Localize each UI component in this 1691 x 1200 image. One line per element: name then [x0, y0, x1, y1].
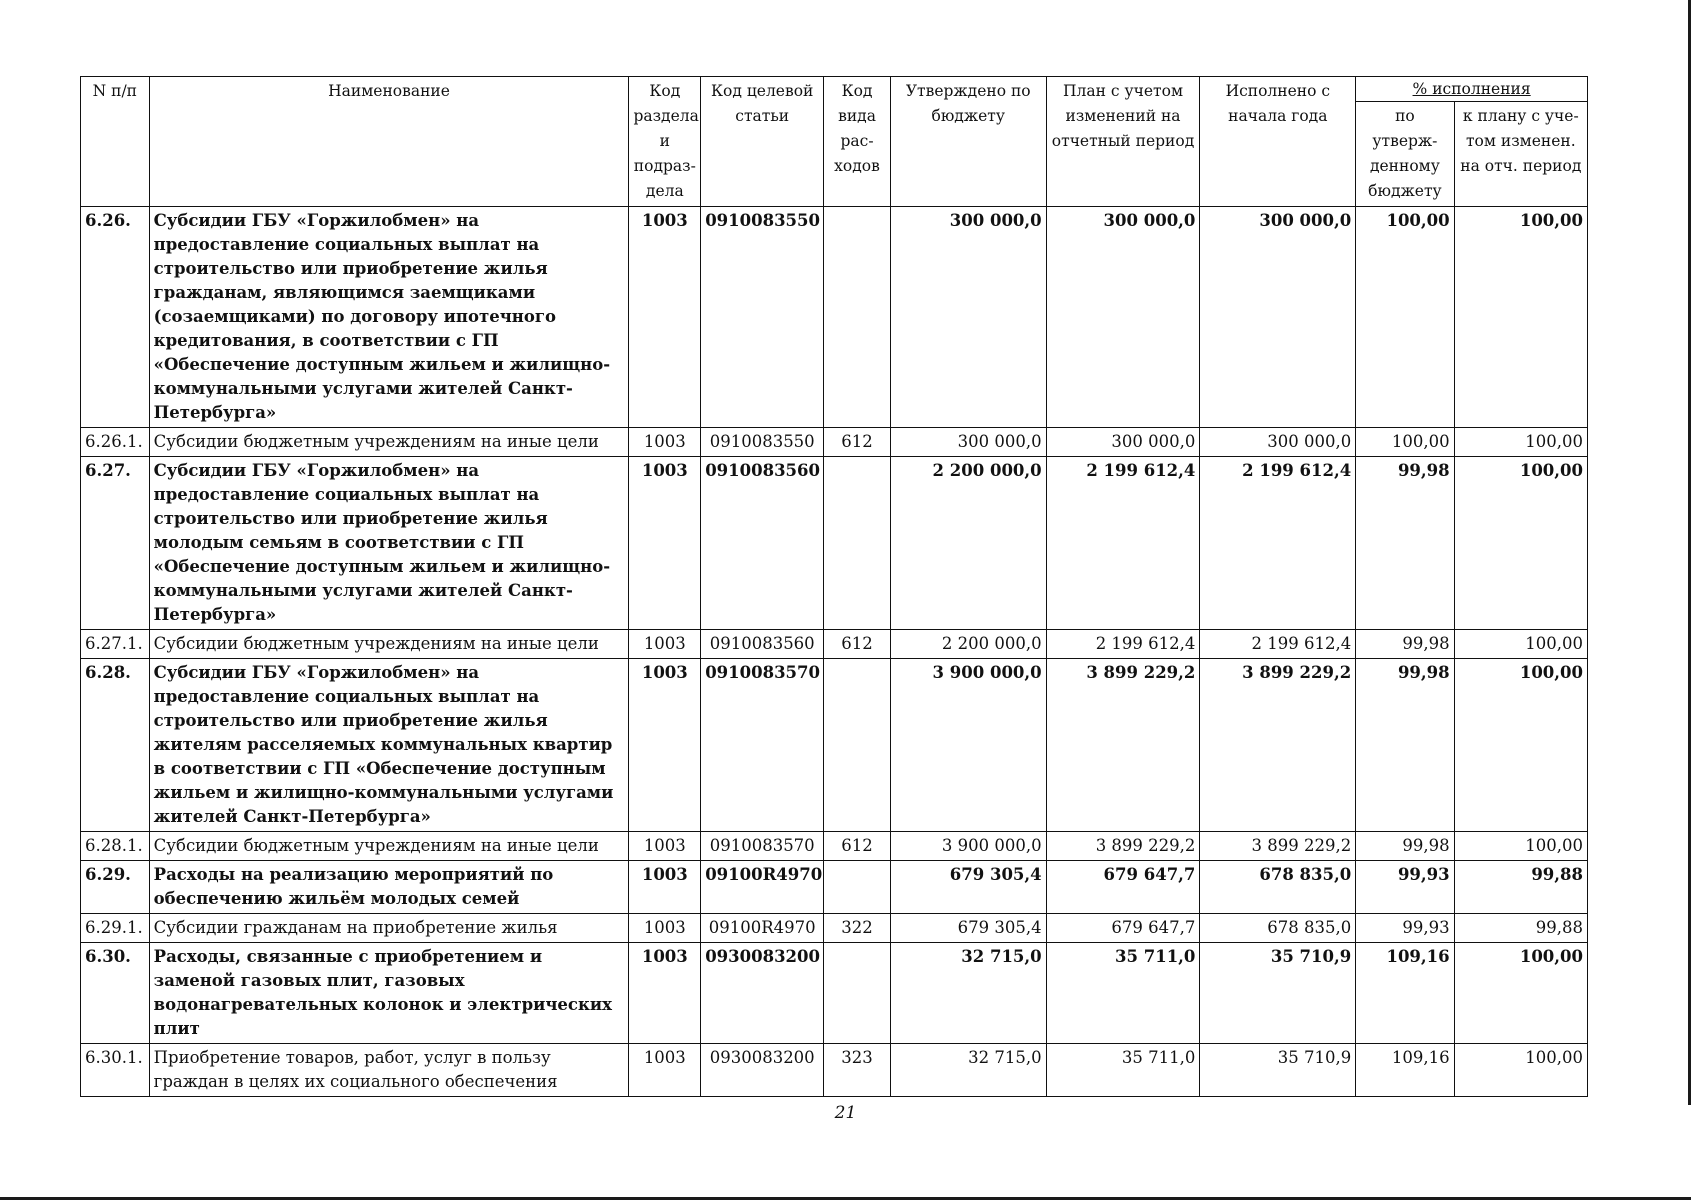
row-plan: 300 000,0 — [1046, 207, 1200, 428]
table-row — [81, 428, 1588, 457]
row-id: 6.27. — [81, 457, 150, 630]
row-name: Расходы на реализацию мероприятий по обеспечению жильём молодых семей — [149, 861, 629, 914]
row-approved: 2 200 000,0 — [890, 457, 1046, 630]
row-executed: 678 835,0 — [1200, 861, 1356, 914]
header-target-code: Код целевой статьи — [701, 77, 824, 207]
header-percent-group: % исполнения — [1356, 77, 1588, 102]
table-row — [81, 630, 1588, 659]
header-name: Наименование — [149, 77, 629, 207]
header-num: N п/п — [81, 77, 150, 207]
table-row — [81, 207, 1588, 428]
row-expense-code — [824, 943, 891, 1044]
row-name: Субсидии бюджетным учреждениям на иные цели — [149, 832, 629, 861]
row-target-code: 0930083200 — [701, 1044, 824, 1097]
row-percent-budget: 99,98 — [1356, 630, 1454, 659]
row-approved: 300 000,0 — [890, 207, 1046, 428]
row-percent-plan: 100,00 — [1454, 428, 1587, 457]
row-approved: 3 900 000,0 — [890, 832, 1046, 861]
row-executed: 3 899 229,2 — [1200, 659, 1356, 832]
row-target-code: 0910083570 — [701, 659, 824, 832]
header-approved: Утверждено по бюджету — [890, 77, 1046, 207]
row-name: Субсидии ГБУ «Горжилобмен» на предоставление социальных выплат на строительство или приобретение жилья жителям расселяемых коммунальных квартир в соответствии с ГП «Обеспечение доступным жильем и жилищно-коммунальными услугами жителей Санкт-Петербурга» — [149, 659, 629, 832]
header-executed: Исполнено с начала года — [1200, 77, 1356, 207]
row-executed: 678 835,0 — [1200, 914, 1356, 943]
row-percent-budget: 100,00 — [1356, 428, 1454, 457]
row-percent-budget: 100,00 — [1356, 207, 1454, 428]
row-target-code: 09100R4970 — [701, 914, 824, 943]
row-section-code: 1003 — [629, 1044, 701, 1097]
row-expense-code: 612 — [824, 832, 891, 861]
header-section-code: Код раздела и подраз-дела — [629, 77, 701, 207]
table-body — [81, 207, 1588, 1097]
row-executed: 35 710,9 — [1200, 943, 1356, 1044]
row-name: Субсидии гражданам на приобретение жилья — [149, 914, 629, 943]
row-percent-plan: 99,88 — [1454, 861, 1587, 914]
header-percent-plan: к плану с уче-том изменен. на отч. период — [1454, 102, 1587, 207]
row-target-code: 0910083550 — [701, 207, 824, 428]
row-id: 6.26.1. — [81, 428, 150, 457]
row-expense-code — [824, 457, 891, 630]
table-row — [81, 861, 1588, 914]
row-name: Субсидии ГБУ «Горжилобмен» на предоставление социальных выплат на строительство или приобретение жилья гражданам, являющимся заемщиками (созаемщиками) по договору ипотечного кредитования, в соответствии с ГП «Обеспечение доступным жильем и жилищно-коммунальными услугами жителей Санкт-Петербурга» — [149, 207, 629, 428]
row-executed: 300 000,0 — [1200, 207, 1356, 428]
row-plan: 35 711,0 — [1046, 943, 1200, 1044]
row-id: 6.26. — [81, 207, 150, 428]
row-target-code: 0910083560 — [701, 457, 824, 630]
row-percent-plan: 99,88 — [1454, 914, 1587, 943]
table-row — [81, 457, 1588, 630]
row-approved: 679 305,4 — [890, 914, 1046, 943]
header-percent-budget: по утверж-денному бюджету — [1356, 102, 1454, 207]
row-plan: 2 199 612,4 — [1046, 630, 1200, 659]
row-target-code: 0910083570 — [701, 832, 824, 861]
row-target-code: 0930083200 — [701, 943, 824, 1044]
row-percent-plan: 100,00 — [1454, 832, 1587, 861]
row-executed: 300 000,0 — [1200, 428, 1356, 457]
header-plan: План с учетом изменений на отчетный период — [1046, 77, 1200, 207]
table-row — [81, 943, 1588, 1044]
row-plan: 3 899 229,2 — [1046, 832, 1200, 861]
row-id: 6.30.1. — [81, 1044, 150, 1097]
table-row — [81, 914, 1588, 943]
row-expense-code — [824, 207, 891, 428]
row-percent-budget: 109,16 — [1356, 943, 1454, 1044]
row-percent-plan: 100,00 — [1454, 943, 1587, 1044]
row-plan: 679 647,7 — [1046, 914, 1200, 943]
row-approved: 3 900 000,0 — [890, 659, 1046, 832]
header-expense-code: Код вида рас-ходов — [824, 77, 891, 207]
row-expense-code: 612 — [824, 428, 891, 457]
row-percent-budget: 99,98 — [1356, 832, 1454, 861]
row-plan: 3 899 229,2 — [1046, 659, 1200, 832]
row-name: Расходы, связанные с приобретением и заменой газовых плит, газовых водонагревательных колонок и электрических плит — [149, 943, 629, 1044]
row-expense-code — [824, 861, 891, 914]
row-plan: 35 711,0 — [1046, 1044, 1200, 1097]
row-id: 6.30. — [81, 943, 150, 1044]
row-section-code: 1003 — [629, 861, 701, 914]
row-section-code: 1003 — [629, 914, 701, 943]
table-row — [81, 1044, 1588, 1097]
row-executed: 3 899 229,2 — [1200, 832, 1356, 861]
table-row — [81, 832, 1588, 861]
row-id: 6.28. — [81, 659, 150, 832]
row-section-code: 1003 — [629, 659, 701, 832]
row-percent-plan: 100,00 — [1454, 659, 1587, 832]
row-id: 6.29. — [81, 861, 150, 914]
row-target-code: 0910083560 — [701, 630, 824, 659]
row-percent-budget: 99,98 — [1356, 659, 1454, 832]
row-percent-plan: 100,00 — [1454, 630, 1587, 659]
table-row — [81, 659, 1588, 832]
row-name: Субсидии ГБУ «Горжилобмен» на предоставление социальных выплат на строительство или приобретение жилья молодым семьям в соответствии с ГП «Обеспечение доступным жильем и жилищно-коммунальными услугами жителей Санкт-Петербурга» — [149, 457, 629, 630]
row-percent-budget: 99,98 — [1356, 457, 1454, 630]
row-plan: 300 000,0 — [1046, 428, 1200, 457]
row-section-code: 1003 — [629, 428, 701, 457]
row-name: Приобретение товаров, работ, услуг в пользу граждан в целях их социального обеспечения — [149, 1044, 629, 1097]
row-executed: 2 199 612,4 — [1200, 630, 1356, 659]
row-section-code: 1003 — [629, 943, 701, 1044]
row-section-code: 1003 — [629, 207, 701, 428]
row-percent-plan: 100,00 — [1454, 207, 1587, 428]
row-section-code: 1003 — [629, 630, 701, 659]
row-plan: 679 647,7 — [1046, 861, 1200, 914]
row-expense-code: 612 — [824, 630, 891, 659]
row-approved: 2 200 000,0 — [890, 630, 1046, 659]
row-plan: 2 199 612,4 — [1046, 457, 1200, 630]
row-section-code: 1003 — [629, 832, 701, 861]
row-expense-code: 323 — [824, 1044, 891, 1097]
row-approved: 32 715,0 — [890, 1044, 1046, 1097]
row-executed: 2 199 612,4 — [1200, 457, 1356, 630]
header-row — [81, 77, 1588, 102]
row-percent-budget: 109,16 — [1356, 1044, 1454, 1097]
row-section-code: 1003 — [629, 457, 701, 630]
row-percent-plan: 100,00 — [1454, 1044, 1587, 1097]
row-approved: 300 000,0 — [890, 428, 1046, 457]
page-number: 21 — [834, 1103, 857, 1123]
row-name: Субсидии бюджетным учреждениям на иные цели — [149, 428, 629, 457]
row-percent-budget: 99,93 — [1356, 861, 1454, 914]
row-id: 6.27.1. — [81, 630, 150, 659]
row-percent-plan: 100,00 — [1454, 457, 1587, 630]
row-approved: 32 715,0 — [890, 943, 1046, 1044]
row-expense-code — [824, 659, 891, 832]
row-expense-code: 322 — [824, 914, 891, 943]
row-percent-budget: 99,93 — [1356, 914, 1454, 943]
row-executed: 35 710,9 — [1200, 1044, 1356, 1097]
row-name: Субсидии бюджетным учреждениям на иные цели — [149, 630, 629, 659]
row-target-code: 09100R4970 — [701, 861, 824, 914]
row-approved: 679 305,4 — [890, 861, 1046, 914]
row-id: 6.29.1. — [81, 914, 150, 943]
row-id: 6.28.1. — [81, 832, 150, 861]
row-target-code: 0910083550 — [701, 428, 824, 457]
budget-execution-table — [80, 76, 1588, 1097]
